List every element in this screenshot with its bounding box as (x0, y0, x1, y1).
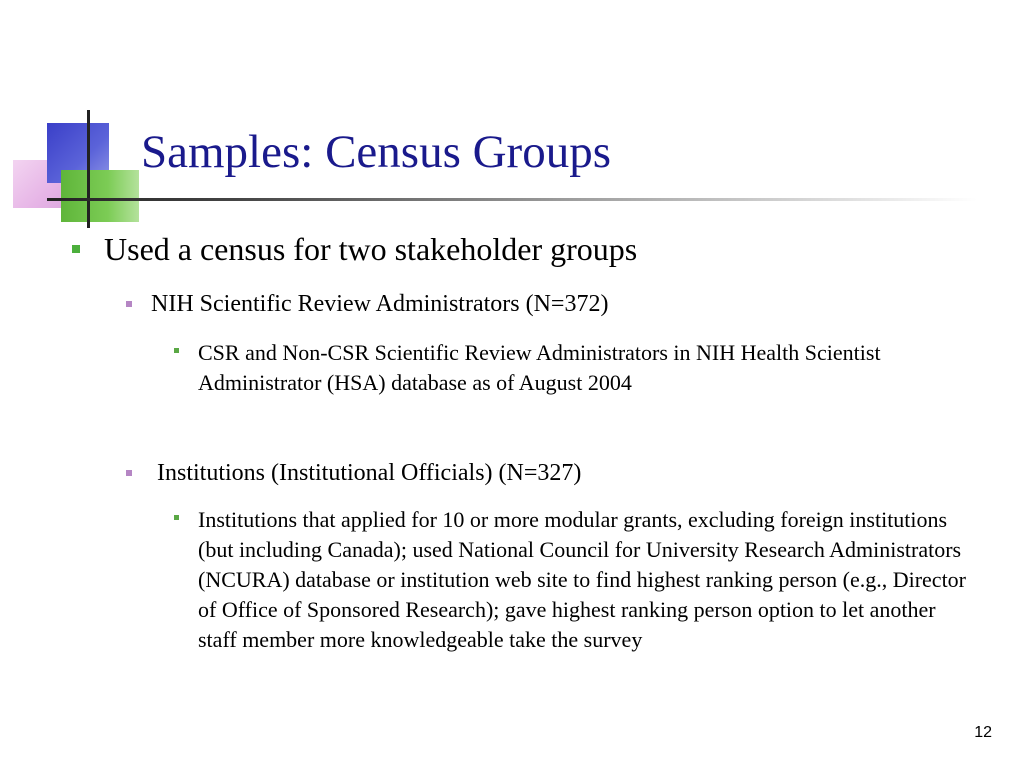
purple-square-bullet-icon (126, 470, 132, 476)
title-underline (47, 198, 977, 201)
bullet-group1-detail (174, 338, 974, 398)
purple-square-bullet-icon (126, 301, 132, 307)
page-number: 12 (974, 724, 992, 741)
bullet-group2-heading (126, 459, 581, 487)
bullet-text: NIH Scientific Review Administrators (N=372) (151, 291, 609, 317)
bullet-text: Used a census for two stakeholder groups (104, 231, 638, 267)
bullet-group2-detail (174, 505, 974, 655)
green-square-bullet-icon (174, 348, 179, 353)
bullet-group1-heading (126, 290, 608, 318)
bullet-text: Institutions that applied for 10 or more modular grants, excluding foreign institutions (but including Canada); used National Council for University Research Administrators (NCURA) database or institution web site to find highest ranking person (e.g., Director of Office of Sponsored Research); gave highest ranking person option to let another staff member more knowledgeable take the survey (198, 507, 967, 652)
bullet-text: CSR and Non-CSR Scientific Review Administrators in NIH Health Scientist Administrator (HSA) database as of August 2004 (198, 340, 881, 395)
green-square-bullet-icon (72, 245, 80, 253)
green-square-bullet-icon (174, 515, 179, 520)
decorative-vertical-line (87, 110, 90, 228)
bullet-level1 (72, 232, 637, 266)
slide-title: Samples: Census Groups (141, 126, 611, 178)
bullet-text: Institutions (Institutional Officials) (N=327) (151, 460, 582, 486)
decorative-green-square (61, 170, 139, 222)
